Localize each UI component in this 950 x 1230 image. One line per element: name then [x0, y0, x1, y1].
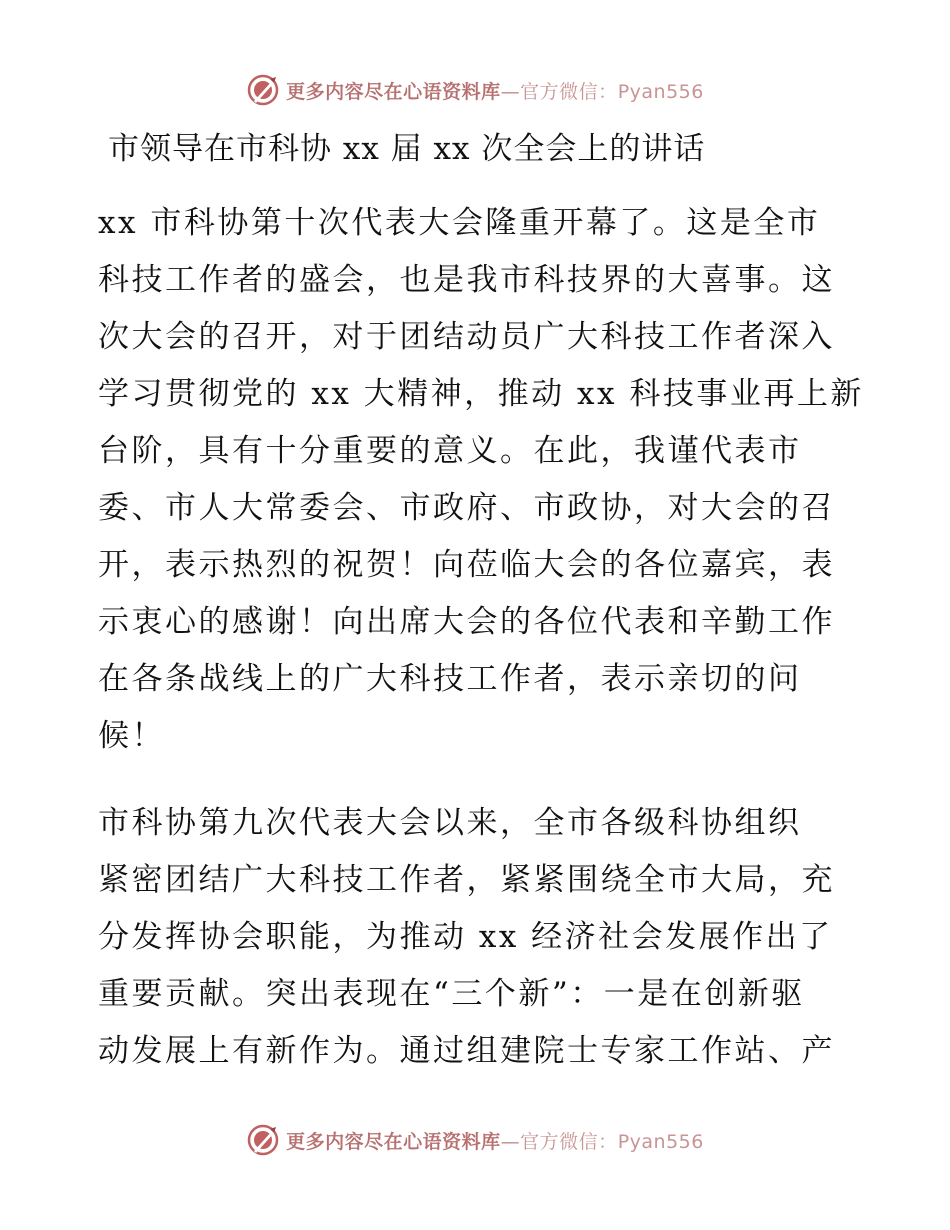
paragraph-line: 分发挥协会职能，为推动 xx 经济社会发展作出了	[98, 919, 833, 955]
paragraph-line: 学习贯彻党的 xx 大精神，推动 xx 科技事业再上新	[98, 376, 864, 412]
banner-wechat-label: 官方微信：	[520, 1130, 618, 1153]
banner-wechat-id: Pyan556	[617, 80, 704, 103]
paragraph-line: 示衷心的感谢！向出席大会的各位代表和辛勤工作	[98, 604, 835, 640]
footer-banner	[0, 1120, 950, 1160]
header-banner	[0, 70, 950, 110]
paragraph-1	[98, 195, 864, 765]
banner-text	[286, 1127, 704, 1154]
paragraph-line: 紧密团结广大科技工作者，紧紧围绕全市大局，充	[98, 862, 835, 898]
banner-brand: 更多内容尽在心语资料库	[286, 1130, 501, 1153]
banner-separator: —	[500, 80, 521, 103]
paragraph-line: 开，表示热烈的祝贺！向莅临大会的各位嘉宾，表	[98, 547, 835, 583]
quill-pen-logo-icon	[246, 73, 280, 107]
paragraph-line: 台阶，具有十分重要的意义。在此，我谨代表市	[98, 433, 802, 469]
banner-separator: —	[500, 1130, 521, 1153]
paragraph-2	[98, 795, 858, 1080]
paragraph-line: 动发展上有新作为。通过组建院士专家工作站、产	[98, 1033, 835, 1069]
paragraph-line: 市科协第九次代表大会以来，全市各级科协组织	[98, 805, 802, 841]
paragraph-line: xx 市科协第十次代表大会隆重开幕了。这是全市	[98, 205, 821, 241]
banner-wechat-label: 官方微信：	[520, 80, 618, 103]
paragraph-line: 在各条战线上的广大科技工作者，表示亲切的问	[98, 661, 802, 697]
paragraph-line: 次大会的召开，对于团结动员广大科技工作者深入	[98, 319, 835, 355]
paragraph-line: 重要贡献。突出表现在“三个新”：一是在创新驱	[98, 976, 805, 1012]
document-title: 市领导在市科协 xx 届 xx 次全会上的讲话	[108, 131, 706, 167]
paragraph-line: 科技工作者的盛会，也是我市科技界的大喜事。这	[98, 262, 835, 298]
banner-text	[286, 77, 704, 104]
paragraph-line: 候！	[98, 718, 165, 754]
banner-wechat-id: Pyan556	[617, 1130, 704, 1153]
banner-brand: 更多内容尽在心语资料库	[286, 80, 501, 103]
paragraph-line: 委、市人大常委会、市政府、市政协，对大会的召	[98, 490, 835, 526]
quill-pen-logo-icon	[246, 1123, 280, 1157]
